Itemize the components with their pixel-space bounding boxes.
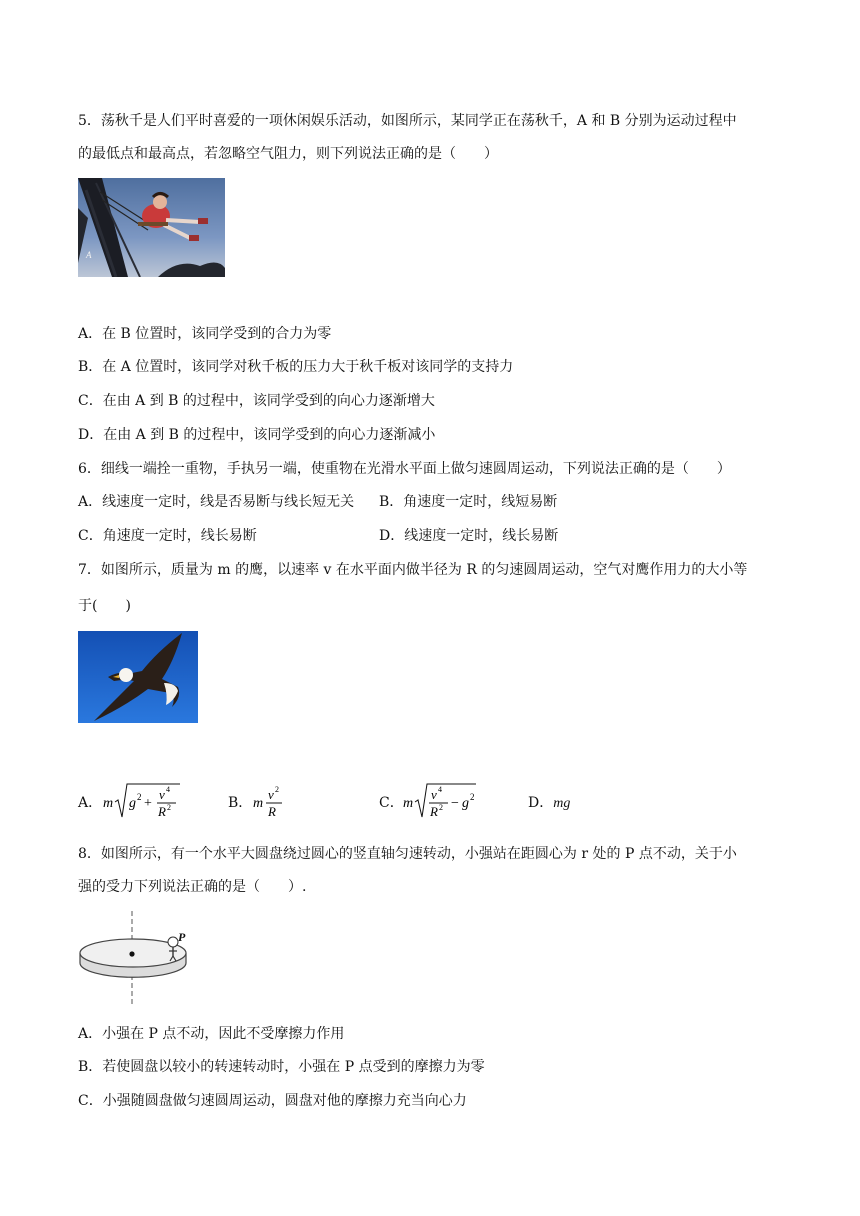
symbol-r: R: [430, 804, 438, 819]
q6-option-d: D．线速度一定时，线长易断: [379, 528, 559, 544]
turntable-point-p-label: P: [178, 930, 186, 944]
exponent-2: 2: [275, 785, 279, 794]
q5-option-a: A．在 B 位置时，该同学受到的合力为零: [78, 326, 332, 342]
q5-option-c: C．在由 A 到 B 的过程中，该同学受到的向心力逐渐增大: [78, 393, 435, 409]
swing-point-a-label: A: [86, 250, 92, 260]
q7-formula-c: [401, 781, 481, 821]
symbol-v: v: [268, 787, 274, 802]
q7-option-d-label: D．: [528, 795, 554, 811]
q6-option-a: A．线速度一定时，线是否易断与线长短无关: [78, 494, 355, 510]
q7-option-b-label: B．: [228, 795, 253, 811]
minus-sign: −: [451, 796, 459, 811]
q8-option-b: B．若使圆盘以较小的转速转动时，小强在 P 点受到的摩擦力为零: [78, 1059, 485, 1075]
plus-sign: +: [144, 796, 152, 811]
symbol-m: m: [253, 796, 264, 811]
q7-formula-b: [251, 781, 291, 821]
q6-option-c: C．角速度一定时，线长易断: [78, 528, 257, 544]
turntable-figure: [78, 911, 190, 1007]
q5-option-b: B．在 A 位置时，该同学对秋千板的压力大于秋千板对该同学的支持力: [78, 359, 514, 375]
eagle-photo: [78, 631, 198, 723]
q5-stem-line1: 5．荡秋千是人们平时喜爱的一项休闲娱乐活动，如图所示，某同学正在荡秋千，A 和 B 分别为运动过程中: [78, 113, 737, 129]
q8-stem-line1: 8．如图所示，有一个水平大圆盘绕过圆心的竖直轴匀速转动，小强站在距圆心为 r 处的 P 点不动，关于小: [78, 846, 737, 862]
exponent-4: 4: [438, 785, 442, 794]
symbol-m: m: [403, 796, 414, 811]
symbol-g: g: [129, 796, 136, 811]
q7-stem-line1: 7．如图所示，质量为 m 的鹰，以速率 v 在水平面内做半径为 R 的匀速圆周运动，空气对鹰作用力的大小等: [78, 562, 748, 578]
q5-stem-line2: 的最低点和最高点，若忽略空气阻力，则下列说法正确的是（ ）: [78, 146, 498, 162]
symbol-v: v: [159, 787, 165, 802]
exponent-2: 2: [167, 803, 171, 812]
symbol-g: g: [462, 796, 469, 811]
exponent-4: 4: [166, 785, 170, 794]
symbol-r: R: [158, 804, 166, 819]
q6-option-b: B．角速度一定时，线短易断: [379, 494, 558, 510]
q8-option-c: C．小强随圆盘做匀速圆周运动，圆盘对他的摩擦力充当向心力: [78, 1093, 467, 1109]
symbol-m: m: [103, 796, 114, 811]
q7-option-c-label: C．: [379, 795, 404, 811]
exponent-2: 2: [439, 803, 443, 812]
q6-stem: 6．细线一端拴一重物，手执另一端，使重物在光滑水平面上做匀速圆周运动，下列说法正确的是（ ）: [78, 461, 731, 477]
q5-option-d: D．在由 A 到 B 的过程中，该同学受到的向心力逐渐减小: [78, 427, 436, 443]
q8-option-a: A．小强在 P 点不动，因此不受摩擦力作用: [78, 1026, 345, 1042]
q7-stem-line2: 于( ): [78, 598, 131, 614]
q7-option-d: [528, 793, 570, 814]
q7-option-d-text: mg: [553, 796, 571, 811]
swing-photo: [78, 178, 225, 277]
symbol-v: v: [431, 787, 437, 802]
exponent-2: 2: [470, 792, 475, 802]
q7-formula-a: [101, 781, 181, 821]
q8-stem-line2: 强的受力下列说法正确的是（ ）.: [78, 879, 307, 895]
symbol-r: R: [268, 804, 276, 819]
q7-option-a-label: A．: [78, 795, 103, 811]
exponent-2: 2: [137, 792, 142, 802]
